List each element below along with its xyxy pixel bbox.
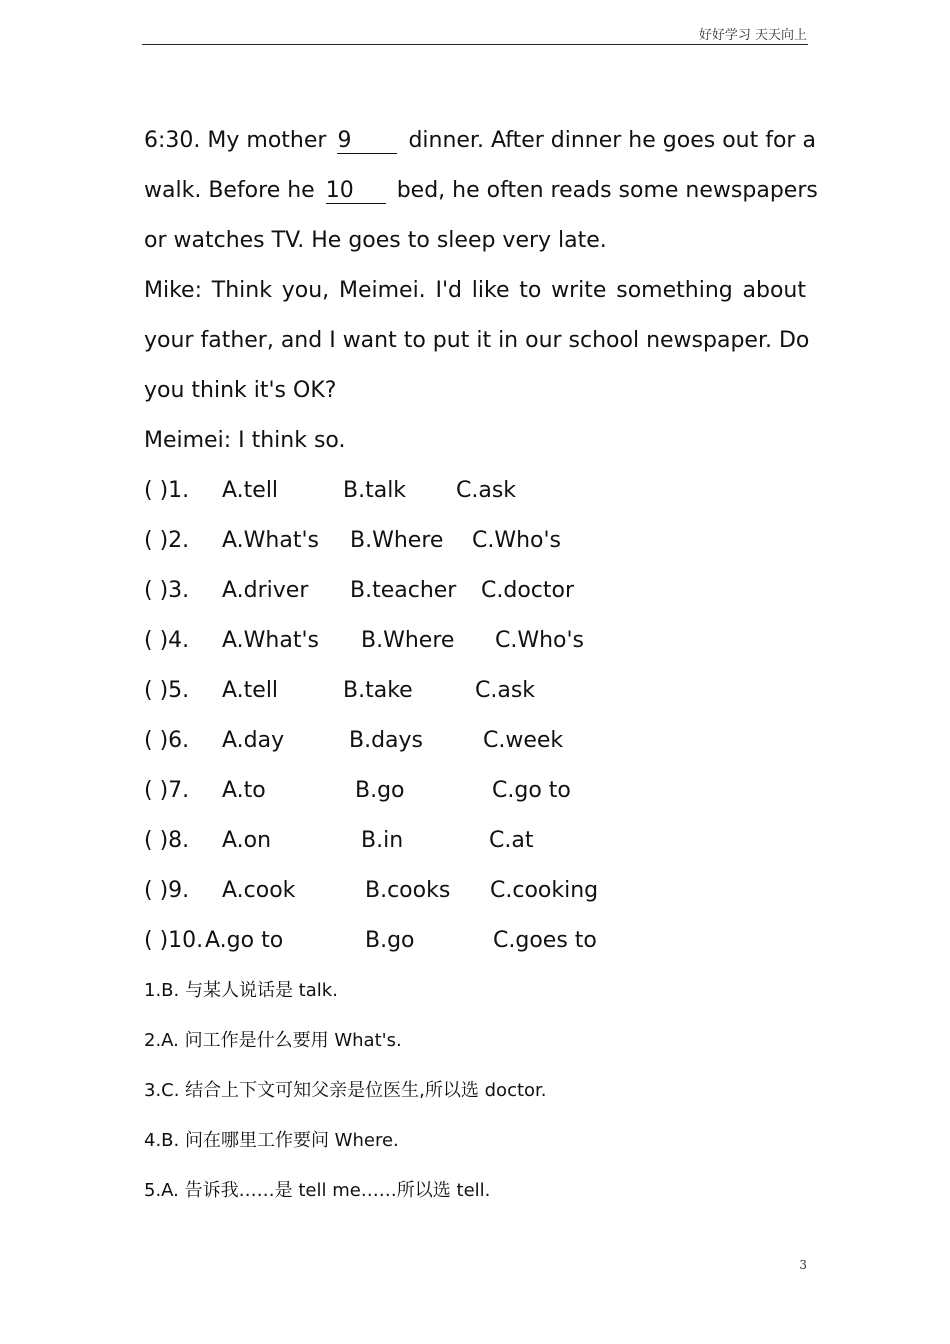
option-c: C.ask xyxy=(475,678,536,703)
answer-explanation: 4.B. 问在哪里工作要问 Where. xyxy=(144,1130,399,1151)
answer-key xyxy=(144,966,806,1216)
option-c: C.doctor xyxy=(481,578,575,603)
option-b: B.talk xyxy=(343,478,407,503)
option-c: C.Who's xyxy=(495,628,585,653)
option-a: A.on xyxy=(222,828,272,853)
option-c: C.at xyxy=(489,828,534,853)
question-number: ( )5. xyxy=(144,678,190,703)
option-c: C.go to xyxy=(492,778,571,803)
header-motto: 好好学习 天天向上 xyxy=(698,28,807,43)
option-b: B.teacher xyxy=(350,578,457,603)
answer-blank-10: 10 xyxy=(326,179,386,204)
passage-line-4: Mike: Think you, Meimei. I'd like to write something about xyxy=(144,278,806,303)
passage-line-7: Meimei: I think so. xyxy=(144,428,346,453)
answer-explanation: 5.A. 告诉我……是 tell me……所以选 tell. xyxy=(144,1180,491,1201)
passage-line-5: your father, and I want to put it in our school newspaper. Do xyxy=(144,328,810,353)
question-number: ( )3. xyxy=(144,578,190,603)
answer-explanation: 1.B. 与某人说话是 talk. xyxy=(144,980,338,1001)
question-number: ( )2. xyxy=(144,528,190,553)
option-c: C.Who's xyxy=(472,528,562,553)
option-b: B.Where xyxy=(361,628,455,653)
page-number: 3 xyxy=(799,1258,807,1272)
option-c: C.week xyxy=(483,728,564,753)
question-row xyxy=(144,866,806,916)
passage-text: dinner. After dinner he goes out for a xyxy=(408,128,816,153)
question-row xyxy=(144,616,806,666)
document-body xyxy=(144,116,818,1216)
option-b: B.take xyxy=(343,678,413,703)
option-b: B.cooks xyxy=(365,878,451,903)
option-a: A.tell xyxy=(222,478,279,503)
option-a: A.day xyxy=(222,728,285,753)
option-b: B.Where xyxy=(350,528,444,553)
option-a: A.to xyxy=(222,778,266,803)
passage-line-1 xyxy=(144,116,816,166)
question-list xyxy=(144,466,806,966)
passage-line-2 xyxy=(144,166,818,216)
question-row xyxy=(144,666,806,716)
option-c: C.cooking xyxy=(490,878,599,903)
option-a: A.go to xyxy=(205,928,284,953)
passage-text: bed, he often reads some newspapers xyxy=(396,178,818,203)
question-number: ( )9. xyxy=(144,878,190,903)
answer-explanation: 3.C. 结合上下文可知父亲是位医生,所以选 doctor. xyxy=(144,1080,547,1101)
option-a: A.driver xyxy=(222,578,309,603)
option-c: C.ask xyxy=(456,478,517,503)
answer-explanation: 2.A. 问工作是什么要用 What's. xyxy=(144,1030,402,1051)
question-number: ( )8. xyxy=(144,828,190,853)
question-number: ( )6. xyxy=(144,728,190,753)
header-rule xyxy=(142,44,808,45)
question-row xyxy=(144,816,806,866)
option-a: A.What's xyxy=(222,628,319,653)
question-row xyxy=(144,466,806,516)
question-number: ( )1. xyxy=(144,478,190,503)
option-b: B.in xyxy=(361,828,404,853)
option-a: A.cook xyxy=(222,878,296,903)
option-b: B.go xyxy=(355,778,405,803)
option-a: A.What's xyxy=(222,528,319,553)
question-row xyxy=(144,516,806,566)
option-b: B.days xyxy=(349,728,424,753)
question-number: ( )4. xyxy=(144,628,190,653)
passage-text: 6:30. My mother xyxy=(144,128,327,153)
passage-text: walk. Before he xyxy=(144,178,315,203)
question-row xyxy=(144,716,806,766)
option-a: A.tell xyxy=(222,678,279,703)
question-row xyxy=(144,766,806,816)
answer-blank-9: 9 xyxy=(337,129,397,154)
question-number: ( )7. xyxy=(144,778,190,803)
option-c: C.goes to xyxy=(493,928,597,953)
question-row xyxy=(144,916,806,966)
passage-line-6: you think it's OK? xyxy=(144,378,337,403)
question-number: ( )10. xyxy=(144,928,204,953)
option-b: B.go xyxy=(365,928,415,953)
question-row xyxy=(144,566,806,616)
passage-line-3: or watches TV. He goes to sleep very late. xyxy=(144,228,607,253)
